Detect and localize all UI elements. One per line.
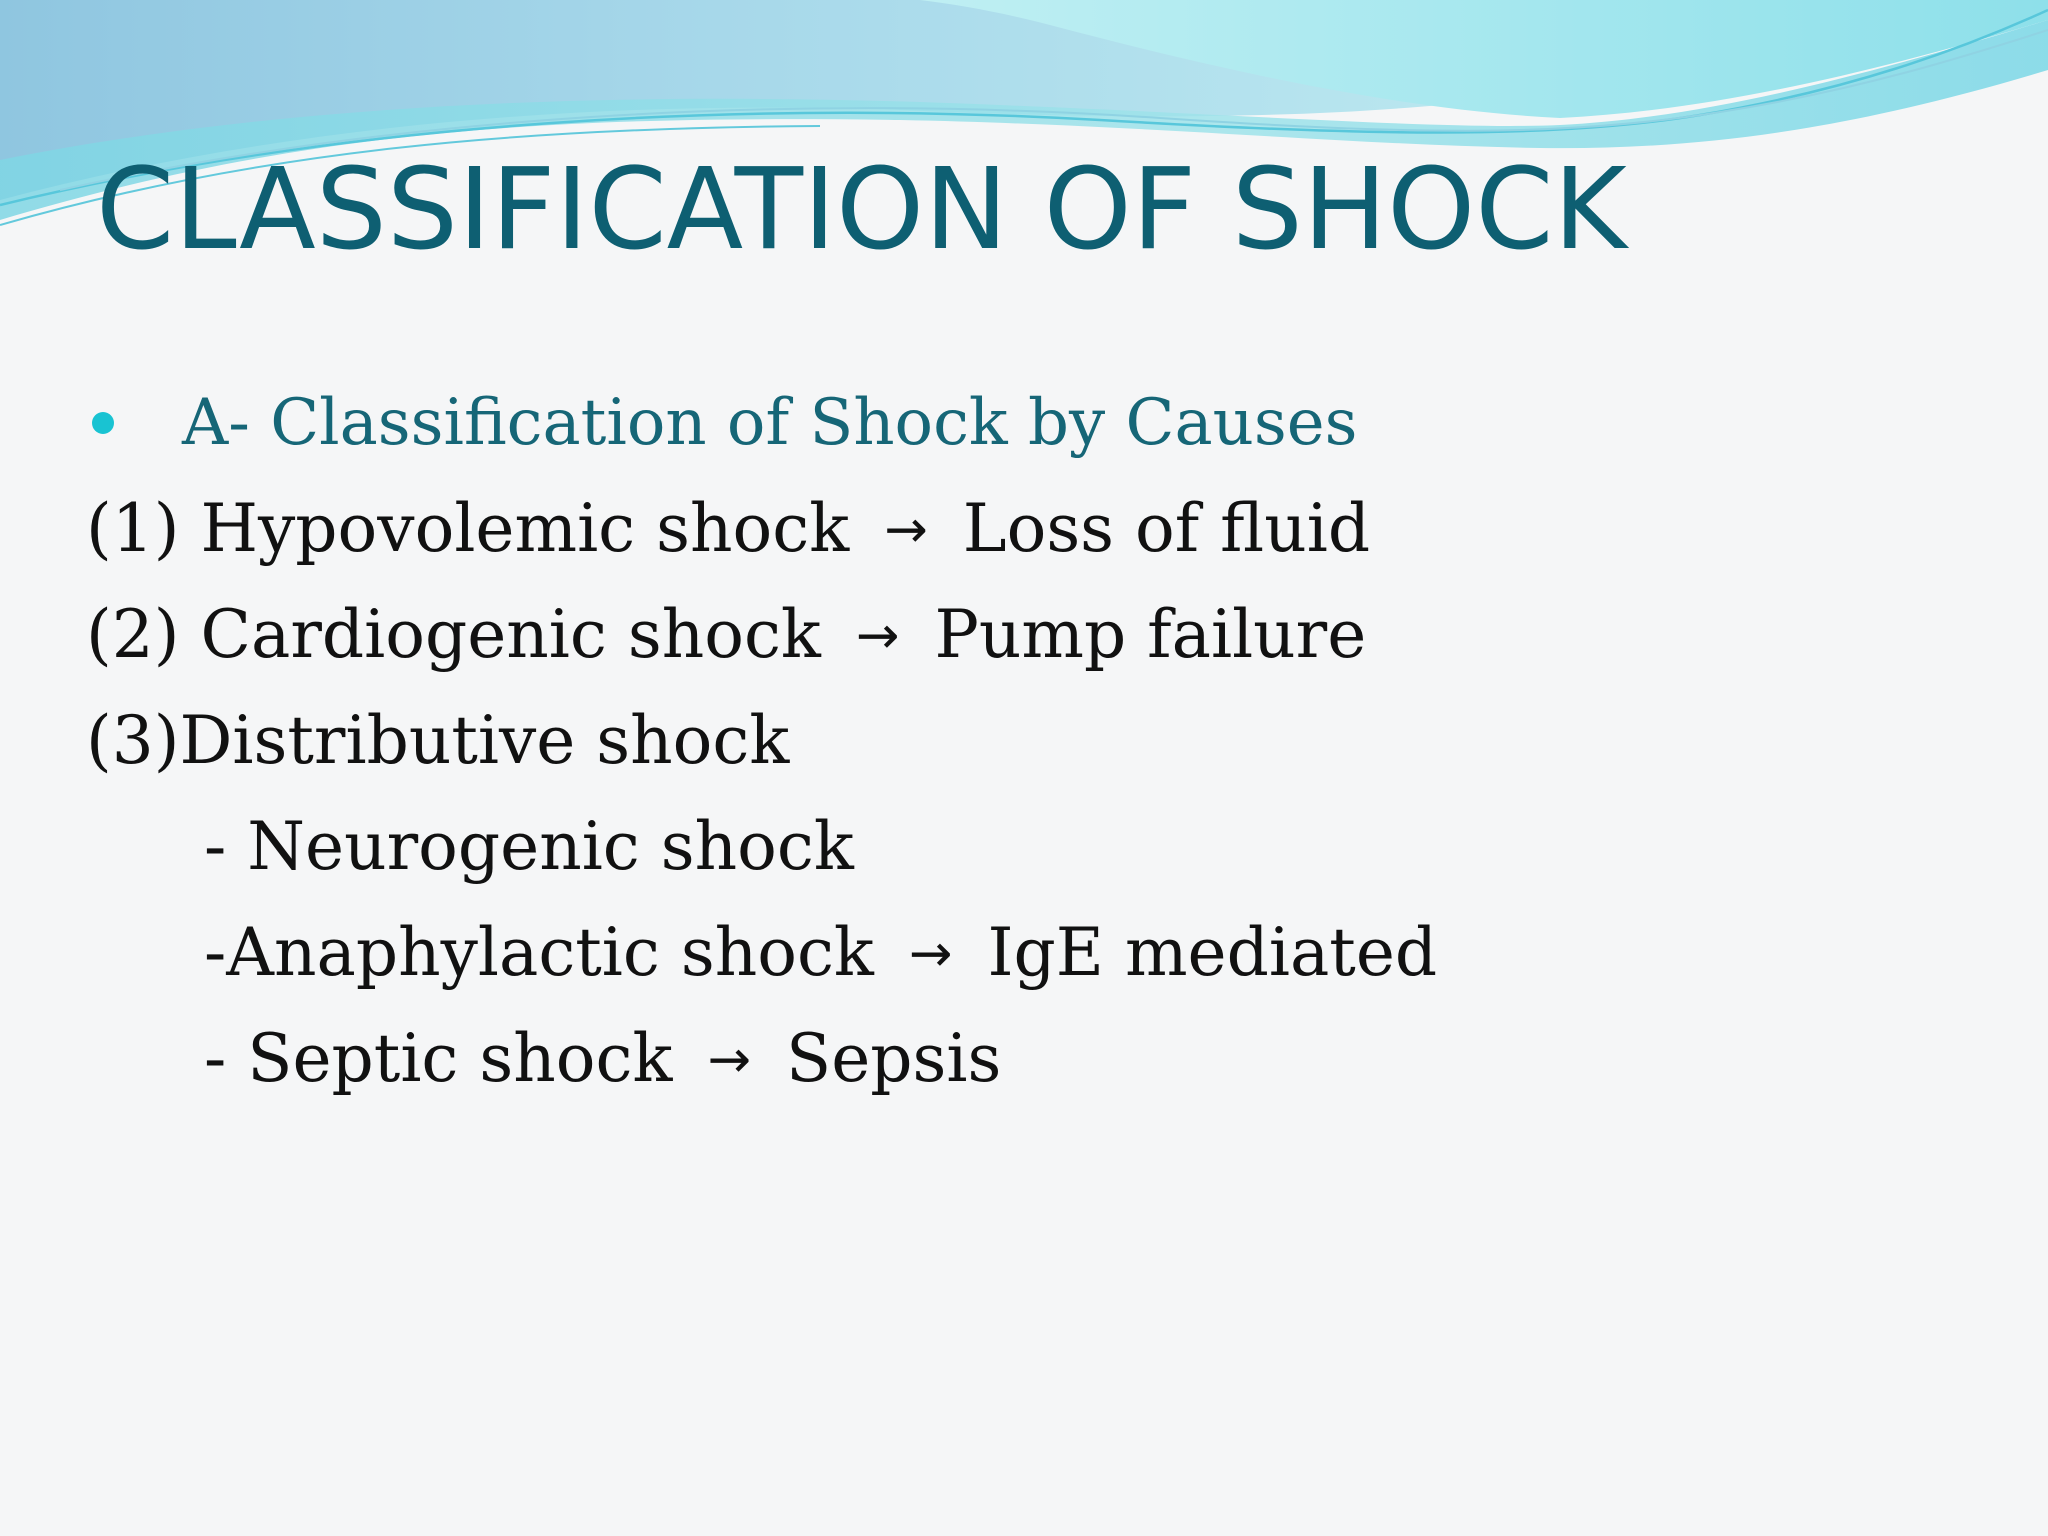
list-item-distributive xyxy=(86,688,1986,794)
item-result: Pump failure xyxy=(934,596,1367,673)
list-item-hypovolemic xyxy=(86,476,1986,582)
item-result: Sepsis xyxy=(786,1020,1002,1097)
arrow-right-icon: → xyxy=(707,1030,752,1090)
item-label: (2) Cardiogenic shock xyxy=(86,596,821,673)
item-label: (3)Distributive shock xyxy=(86,702,790,779)
arrow-right-icon: → xyxy=(884,500,928,560)
list-item-septic xyxy=(86,1006,1986,1112)
bullet-heading-text: A- Classification of Shock by Causes xyxy=(182,386,1358,460)
bullet-heading xyxy=(86,370,1986,476)
item-label: -Anaphylactic shock xyxy=(204,914,874,991)
list-item-anaphylactic xyxy=(86,900,1986,1006)
arrow-right-icon: → xyxy=(908,924,953,984)
item-result: Loss of fluid xyxy=(962,490,1371,567)
slide-title: CLASSIFICATION OF SHOCK xyxy=(96,145,1627,275)
item-label: - Neurogenic shock xyxy=(204,808,854,885)
item-label: (1) Hypovolemic shock xyxy=(86,490,850,567)
list-item-neurogenic xyxy=(86,794,1986,900)
slide-content xyxy=(86,370,1986,1112)
arrow-right-icon: → xyxy=(855,606,900,666)
bullet-dot-icon xyxy=(92,412,114,434)
list-item-cardiogenic xyxy=(86,582,1986,688)
item-result: IgE mediated xyxy=(987,914,1438,991)
item-label: - Septic shock xyxy=(204,1020,673,1097)
